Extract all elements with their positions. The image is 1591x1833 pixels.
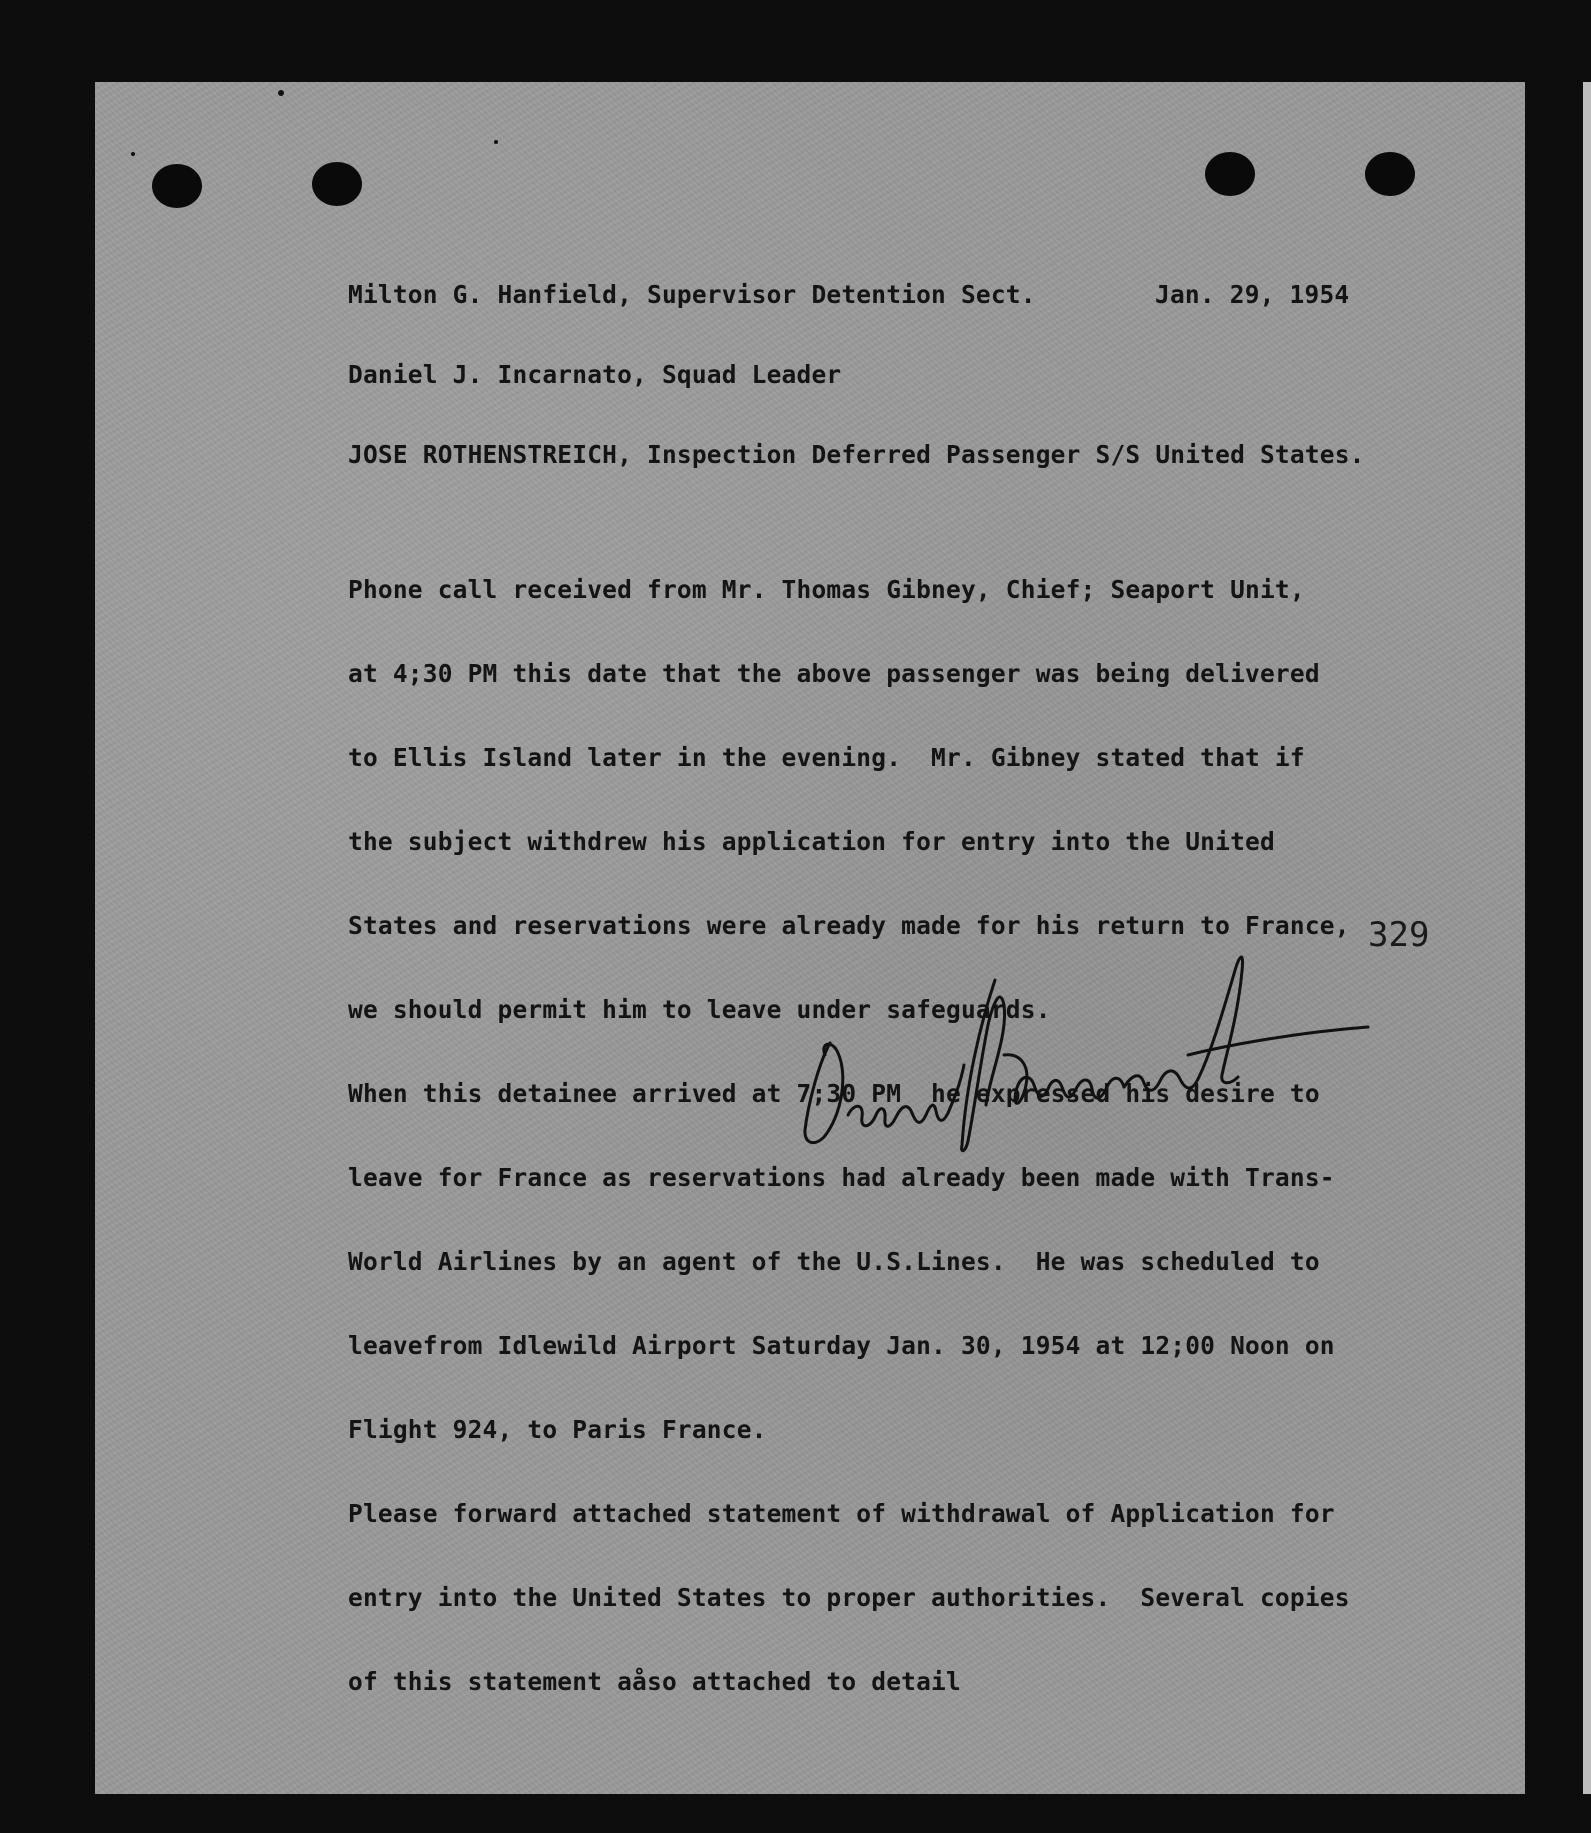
punch-hole [1205, 152, 1255, 196]
body-line: Please forward attached statement of withdrawal of Application for [348, 1499, 1335, 1528]
body-line: we should permit him to leave under safeguards. [348, 995, 1051, 1024]
handwritten-signature [790, 915, 1380, 1165]
body-line: Flight 924, to Paris France. [348, 1415, 767, 1444]
body-line: at 4;30 PM this date that the above passenger was being delivered [348, 659, 1320, 688]
speck [131, 152, 135, 156]
body-line: World Airlines by an agent of the U.S.Lines. He was scheduled to [348, 1247, 1320, 1276]
page-number: 329 [1368, 915, 1430, 955]
speck [494, 140, 498, 144]
punch-hole [152, 164, 202, 208]
body-line: leavefrom Idlewild Airport Saturday Jan. 30, 1954 at 12;00 Noon on [348, 1331, 1335, 1360]
subject-line: JOSE ROTHENSTREICH, Inspection Deferred Passenger S/S United States. [348, 440, 1365, 469]
page-edge [1583, 82, 1591, 1794]
body-line: the subject withdrew his application for entry into the United [348, 827, 1275, 856]
body-line: Phone call received from Mr. Thomas Gibney, Chief; Seaport Unit, [348, 575, 1305, 604]
author-line: Daniel J. Incarnato, Squad Leader [348, 360, 842, 389]
body-line: leave for France as reservations had already been made with Trans- [348, 1163, 1335, 1192]
from-line: Milton G. Hanfield, Supervisor Detention Sect. [348, 280, 1036, 309]
body-line: entry into the United States to proper authorities. Several copies [348, 1583, 1350, 1612]
punch-hole [1365, 152, 1415, 196]
body-line: of this statement aåso attached to detail [348, 1667, 961, 1696]
body-line: States and reservations were already made for his return to France, [348, 911, 1350, 940]
memo-date: Jan. 29, 1954 [1155, 280, 1350, 309]
speck [278, 90, 284, 96]
punch-hole [312, 162, 362, 206]
body-line: When this detainee arrived at 7;30 PM he expressed his desire to [348, 1079, 1320, 1108]
body-line: to Ellis Island later in the evening. Mr. Gibney stated that if [348, 743, 1305, 772]
